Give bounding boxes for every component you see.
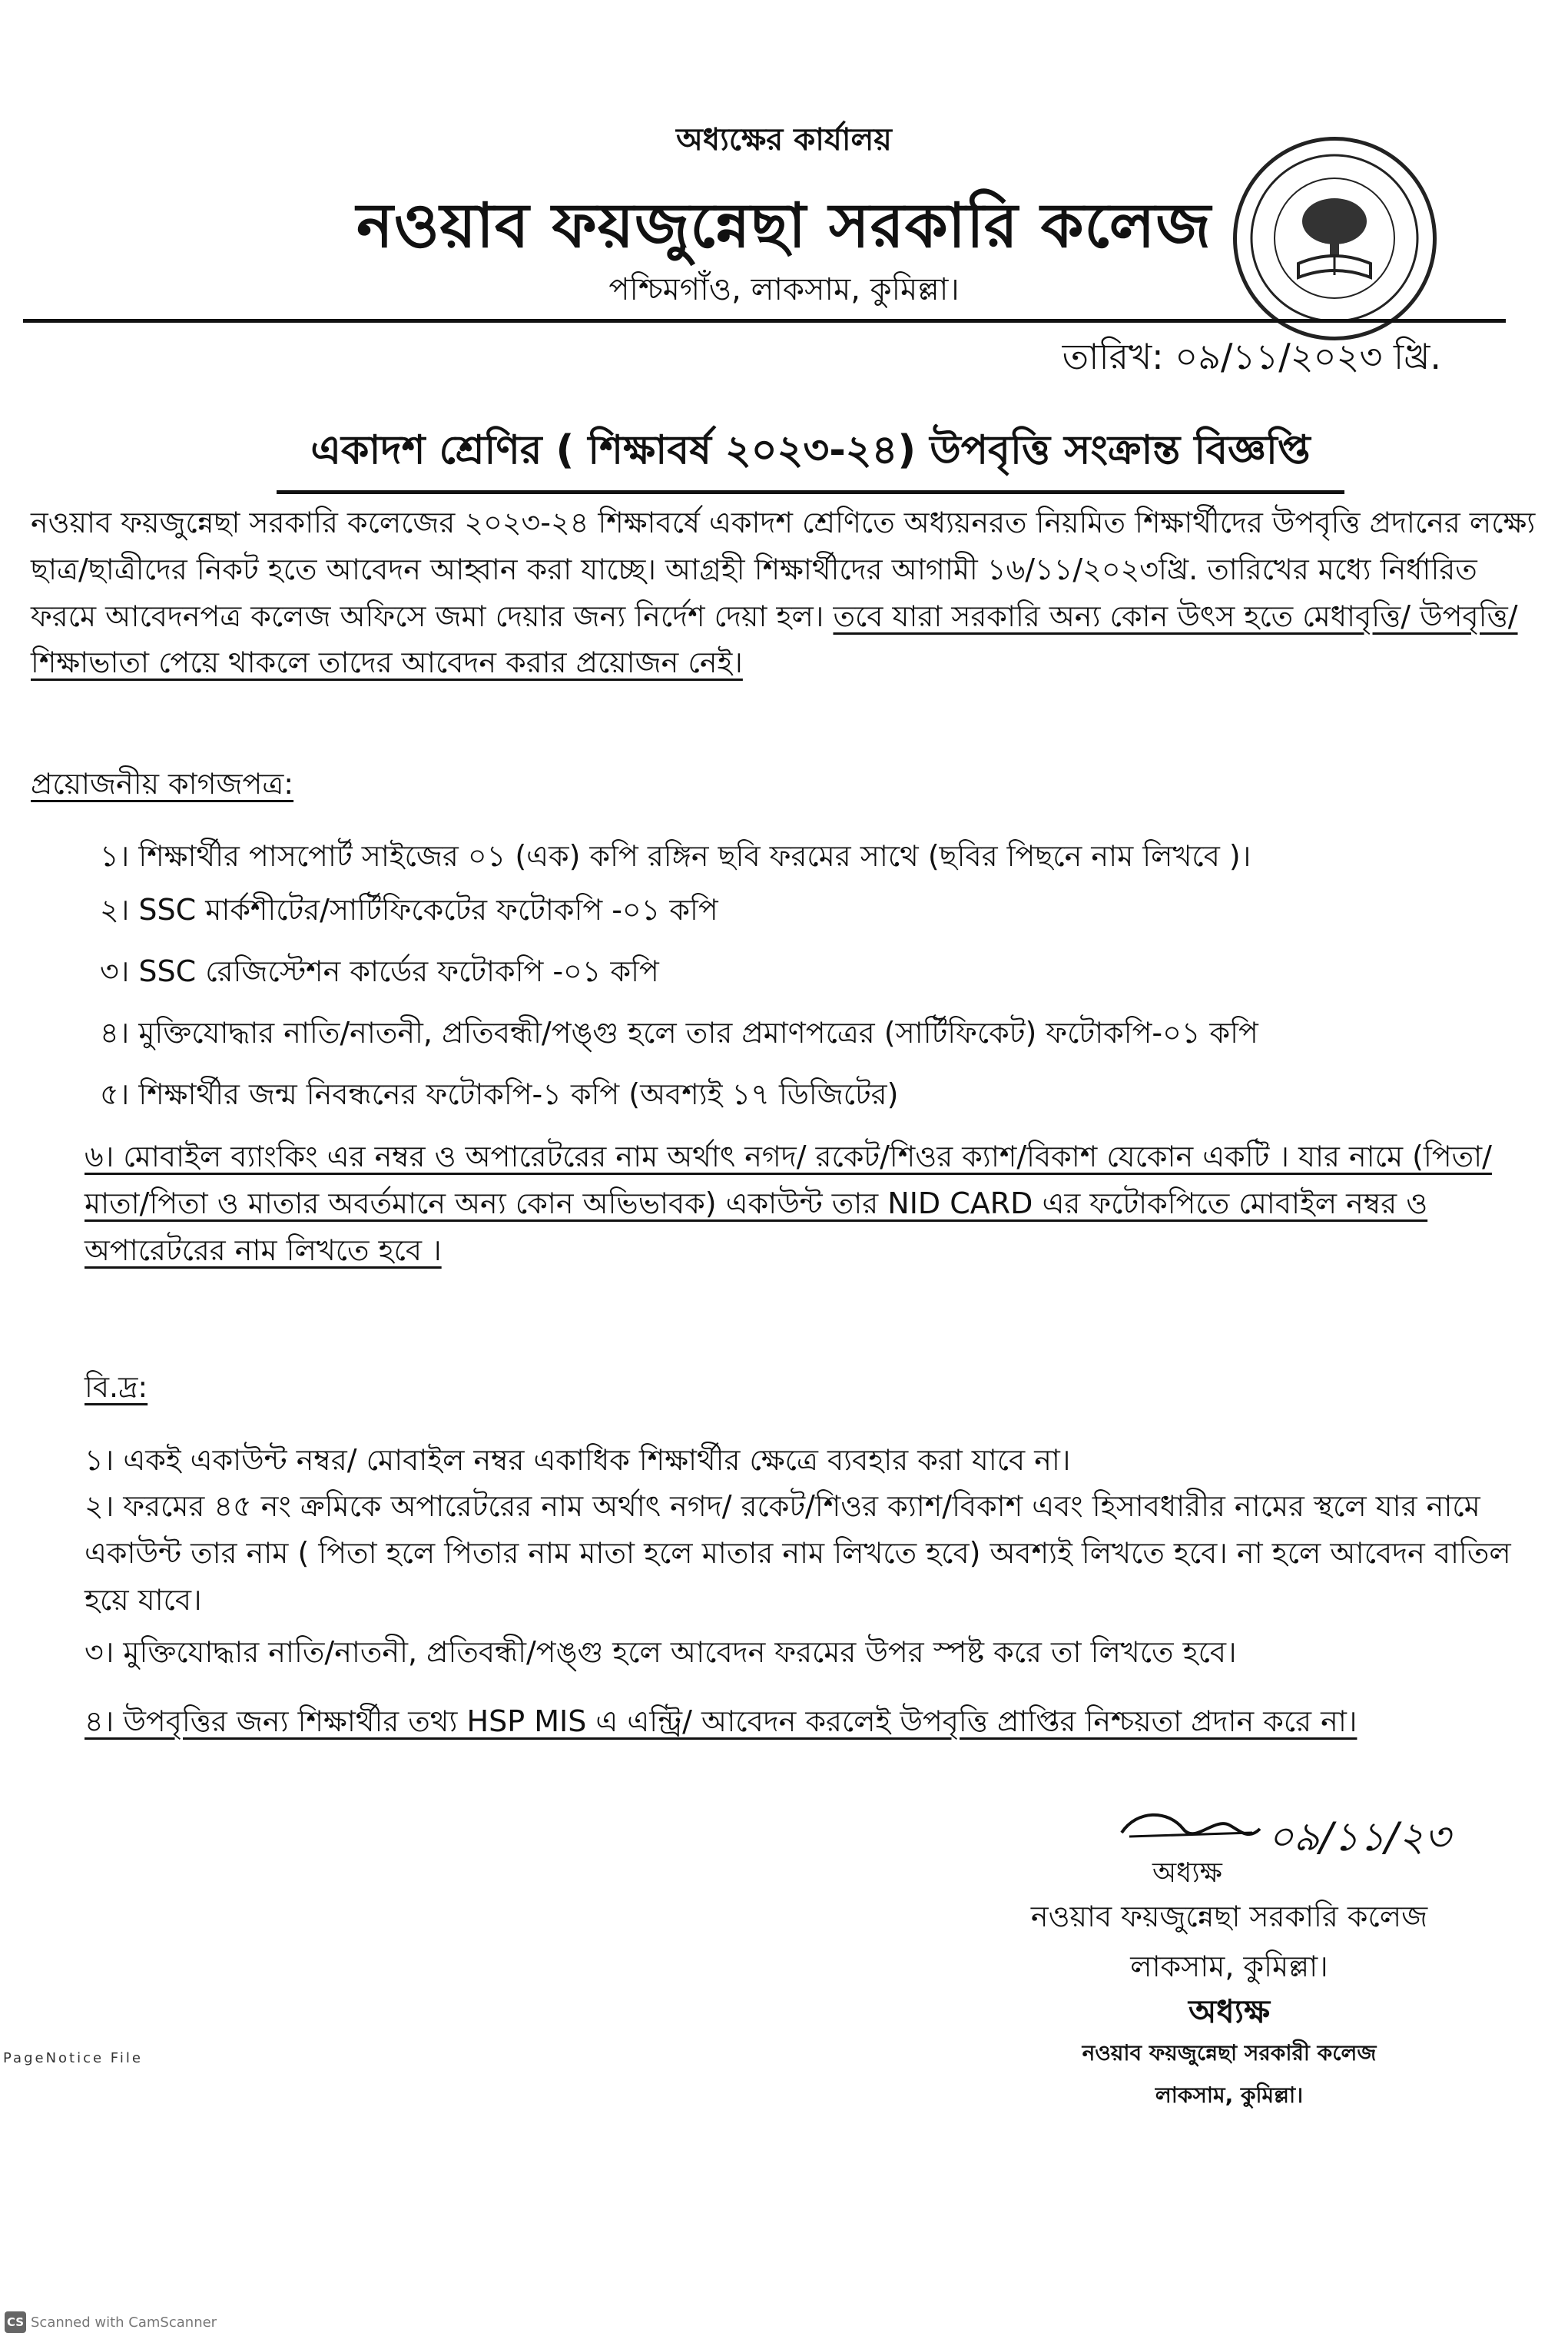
note-item: ৩। মুক্তিযোদ্ধার নাতি/নাতনী, প্রতিবন্ধী/পঙ্গু হলে আবেদন ফরমের উপর স্পষ্ট করে তা লিখতে হবে। xyxy=(85,1635,1237,1669)
office-label: অধ্যক্ষের কার্যালয় xyxy=(676,122,892,158)
header-divider xyxy=(23,319,1506,323)
college-address: পশ্চিমগাঁও, লাকসাম, কুমিল্লা। xyxy=(608,272,960,307)
notice-date: তারিখ: ০৯/১১/২০২৩ খ্রি. xyxy=(1062,336,1441,377)
signatory-college: নওয়াব ফয়জুন্নেছা সরকারি কলেজ xyxy=(1030,1900,1428,1933)
camscanner-icon: CS xyxy=(5,2311,26,2333)
signatory-location: লাকসাম, কুমিল্লা। xyxy=(1130,1949,1328,1983)
document-item: ৩। SSC রেজিস্টেশন কার্ডের ফটোকপি -০১ কপি xyxy=(100,954,659,988)
document-item: ২। SSC মার্কশীটের/সার্টিফিকেটের ফটোকপি -০১ কপি xyxy=(100,893,718,927)
note-item-hsp-mis: ৪। উপবৃত্তির জন্য শিক্ষার্থীর তথ্য HSP MIS এ এন্ট্রি/ আবেদন করলেই উপবৃত্তি প্রাপ্তির নিশ্চয়তা প্রদান করে না। xyxy=(85,1704,1357,1738)
signature-date: ০৯/১১/২৩ xyxy=(1268,1814,1450,1860)
notes-heading: বি.দ্র: xyxy=(85,1370,148,1404)
documents-heading: প্রয়োজনীয় কাগজপত্র: xyxy=(31,767,294,801)
note-item: ২। ফরমের ৪৫ নং ক্রমিকে অপারেটরের নাম অর্থাৎ নগদ/ রকেট/শিওর ক্যাশ/বিকাশ এবং হিসাবধারীর নামের স্থলে যার নামে একাউন্ট তার নাম ( পিতা হলে পিতার নাম মাতা হলে মাতার নাম লিখতে হবে) অবশ্যই লিখতে হবে। না হলে আবেদন বাতিল হয়ে যাবে। xyxy=(85,1489,1511,1617)
signatory-title: অধ্যক্ষ xyxy=(1152,1857,1222,1889)
notice-body xyxy=(31,499,1544,686)
document-item: ৫। শিক্ষার্থীর জন্ম নিবন্ধনের ফটোকপি-১ কপি (অবশ্যই ১৭ ডিজিটের) xyxy=(100,1077,899,1111)
stamp-location: লাকসাম, কুমিল্লা। xyxy=(1155,2082,1304,2108)
document-item: ৪। মুক্তিযোদ্ধার নাতি/নাতনী, প্রতিবন্ধী/পঙ্গু হলে তার প্রমাণপত্রের (সার্টিফিকেট) ফটোকপি-০১ কপি xyxy=(100,1016,1258,1050)
stamp-title: অধ্যক্ষ xyxy=(1188,1993,1271,2030)
scanner-watermark: Scanned with CamScanner xyxy=(31,2314,217,2331)
file-label: PageNotice File xyxy=(3,2050,143,2066)
notice-body-underlined: তবে যারা সরকারি অন্য কোন উৎস হতে মেধাবৃত্তি/ উপবৃত্তি/ শিক্ষাভাতা পেয়ে থাকলে তাদের আবেদন করার প্রয়োজন নেই। xyxy=(31,599,1518,680)
note-item: ১। একই একাউন্ট নম্বর/ মোবাইল নম্বর একাধিক শিক্ষার্থীর ক্ষেত্রে ব্যবহার করা যাবে না। xyxy=(85,1443,1071,1477)
stamp-college: নওয়াব ফয়জুন্নেছা সরকারী কলেজ xyxy=(1082,2040,1377,2066)
notice-title: একাদশ শ্রেণির ( শিক্ষাবর্ষ ২০২৩-২৪) উপবৃত্তি সংক্রান্ত বিজ্ঞপ্তি xyxy=(277,419,1344,494)
document-item-mobile-banking: ৬। মোবাইল ব্যাংকিং এর নম্বর ও অপারেটরের নাম অর্থাৎ নগদ/ রকেট/শিওর ক্যাশ/বিকাশ যেকোন একটি । যার নামে (পিতা/মাতা/পিতা ও মাতার অবর্তমানে অন্য কোন অভিভাবক) একাউন্ট তার NID CARD এর ফটোকপিতে মোবাইল নম্বর ও অপারেটরের নাম লিখতে হবে । xyxy=(85,1140,1492,1267)
notice-body-main: নওয়াব ফয়জুন্নেছা সরকারি কলেজের ২০২৩-২৪ শিক্ষাবর্ষে একাদশ শ্রেণিতে অধ্যয়নরত নিয়মিত শিক্ষার্থীদের উপবৃত্তি প্রদানের লক্ষ্যে ছাত্র/ছাত্রীদের নিকট হতে আবেদন আহ্বান করা যাচ্ছে। আগ্রহী শিক্ষার্থীদের আগামী ১৬/১১/২০২৩খ্রি. তারিখের মধ্যে নির্ধারিত ফরমে আবেদনপত্র কলেজ অফিসে জমা দেয়ার জন্য নির্দেশ দেয়া হল। xyxy=(31,506,1536,633)
college-seal-logo xyxy=(1233,137,1437,340)
document-item: ১। শিক্ষার্থীর পাসপোর্ট সাইজের ০১ (এক) কপি রঙ্গিন ছবি ফরমের সাথে (ছবির পিছনে নাম লিখবে )। xyxy=(100,839,1251,873)
college-name: নওয়াব ফয়জুন্নেছা সরকারি কলেজ xyxy=(356,190,1212,261)
